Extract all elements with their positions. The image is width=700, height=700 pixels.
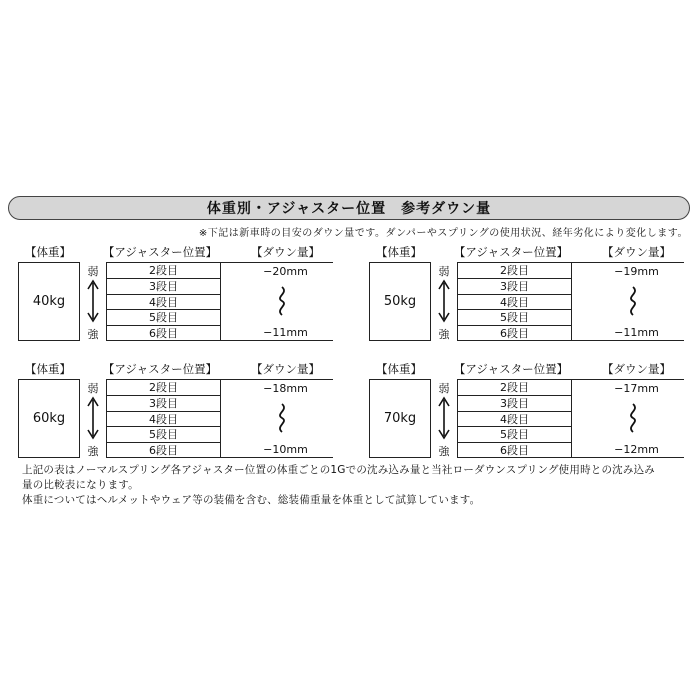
position-row: 5段目	[457, 426, 572, 442]
position-row: 3段目	[106, 395, 221, 411]
note-text: ※下記は新車時の目安のダウン量です。ダンパーやスプリングの使用状況、経年劣化により変化します。	[198, 228, 688, 239]
position-row: 3段目	[457, 278, 572, 294]
header-adjuster: 【アジャスター位置】	[453, 245, 569, 259]
range-wave-icon	[626, 285, 640, 317]
divider	[572, 262, 684, 263]
divider	[221, 379, 333, 380]
label-strong: 強	[87, 445, 99, 458]
down-max: −20mm	[263, 265, 308, 278]
divider	[572, 379, 684, 380]
position-row: 4段目	[457, 294, 572, 310]
weight-value: 60kg	[18, 379, 80, 458]
range-wave-icon	[626, 402, 640, 434]
double-arrow-icon	[437, 279, 451, 323]
position-row: 4段目	[457, 411, 572, 427]
header-down: 【ダウン量】	[602, 362, 671, 376]
weight-table-40kg	[18, 245, 333, 343]
position-row: 6段目	[457, 325, 572, 341]
label-weak: 弱	[438, 382, 450, 395]
header-down: 【ダウン量】	[602, 245, 671, 259]
header-down: 【ダウン量】	[251, 245, 320, 259]
header-weight: 【体重】	[376, 362, 422, 376]
down-min: −11mm	[263, 326, 308, 339]
down-max: −17mm	[614, 382, 659, 395]
adjuster-positions	[457, 379, 572, 458]
position-row: 4段目	[106, 411, 221, 427]
position-row: 5段目	[106, 309, 221, 325]
down-min: −10mm	[263, 443, 308, 456]
down-max: −18mm	[263, 382, 308, 395]
weight-table-50kg	[369, 245, 684, 343]
footer-line-3: 体重についてはヘルメットやウェア等の装備を含む、総装備重量を体重として試算しています。	[22, 494, 481, 506]
divider	[221, 457, 333, 458]
header-adjuster: 【アジャスター位置】	[102, 245, 218, 259]
weight-table-60kg	[18, 362, 333, 460]
weight-table-70kg	[369, 362, 684, 460]
weight-value: 50kg	[369, 262, 431, 341]
down-min: −12mm	[614, 443, 659, 456]
footer-line-1: 上記の表はノーマルスプリング各アジャスター位置の体重ごとの1Gでの沈み込み量と当社ローダウンスプリング使用時との沈み込み	[22, 464, 655, 476]
label-strong: 強	[438, 328, 450, 341]
down-min: −11mm	[614, 326, 659, 339]
header-weight: 【体重】	[25, 362, 71, 376]
position-row: 4段目	[106, 294, 221, 310]
header-down: 【ダウン量】	[251, 362, 320, 376]
range-wave-icon	[275, 402, 289, 434]
position-row: 6段目	[106, 325, 221, 341]
position-row: 6段目	[106, 442, 221, 458]
divider	[572, 340, 684, 341]
weight-value: 70kg	[369, 379, 431, 458]
position-row: 2段目	[106, 379, 221, 395]
divider	[221, 262, 333, 263]
label-weak: 弱	[87, 382, 99, 395]
label-weak: 弱	[438, 265, 450, 278]
double-arrow-icon	[86, 279, 100, 323]
range-wave-icon	[275, 285, 289, 317]
header-weight: 【体重】	[376, 245, 422, 259]
header-weight: 【体重】	[25, 245, 71, 259]
adjuster-positions	[106, 379, 221, 458]
double-arrow-icon	[437, 396, 451, 440]
position-row: 2段目	[457, 379, 572, 395]
header-adjuster: 【アジャスター位置】	[102, 362, 218, 376]
position-row: 6段目	[457, 442, 572, 458]
label-strong: 強	[87, 328, 99, 341]
position-row: 2段目	[106, 262, 221, 278]
footer-line-2: 量の比較表になります。	[22, 479, 139, 491]
section-title: 体重別・アジャスター位置 参考ダウン量	[8, 196, 690, 220]
position-row: 2段目	[457, 262, 572, 278]
divider	[572, 457, 684, 458]
divider	[221, 340, 333, 341]
adjuster-positions	[457, 262, 572, 341]
position-row: 5段目	[457, 309, 572, 325]
label-strong: 強	[438, 445, 450, 458]
double-arrow-icon	[86, 396, 100, 440]
label-weak: 弱	[87, 265, 99, 278]
weight-value: 40kg	[18, 262, 80, 341]
header-adjuster: 【アジャスター位置】	[453, 362, 569, 376]
adjuster-positions	[106, 262, 221, 341]
position-row: 5段目	[106, 426, 221, 442]
position-row: 3段目	[457, 395, 572, 411]
position-row: 3段目	[106, 278, 221, 294]
down-max: −19mm	[614, 265, 659, 278]
